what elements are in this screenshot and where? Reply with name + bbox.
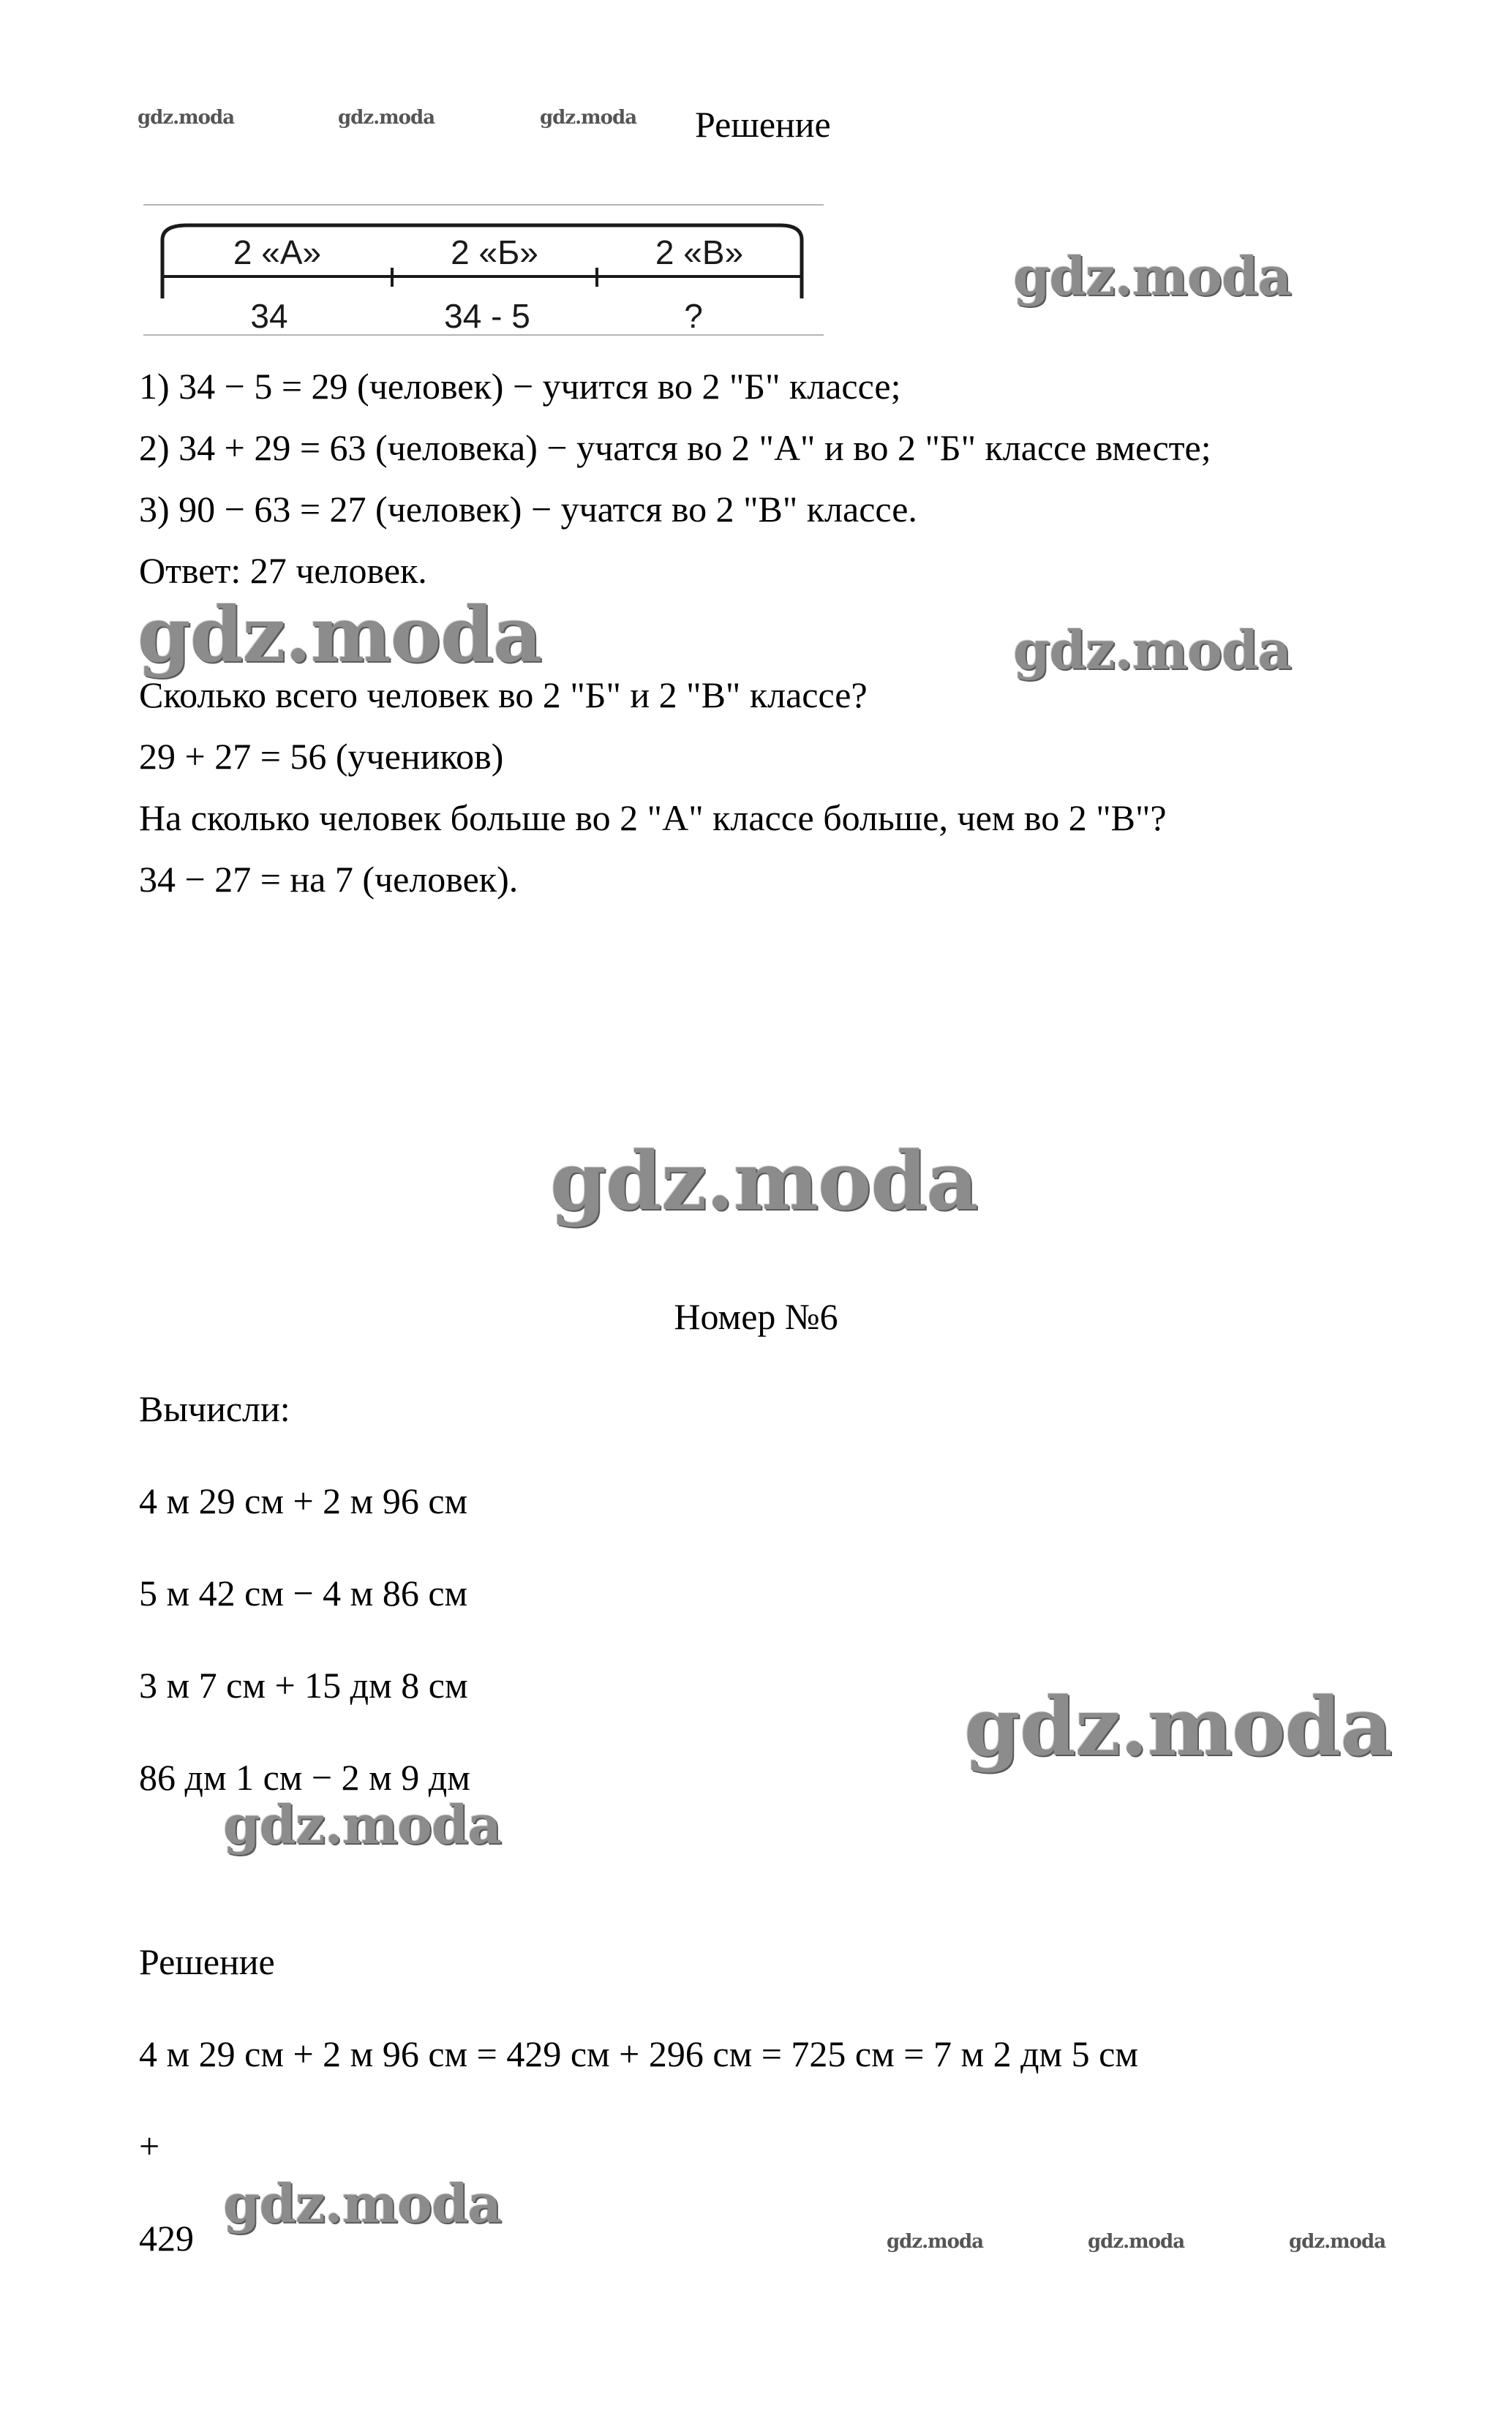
- solution-step: 1) 34 − 5 = 29 (человек) − учится во 2 "Б" классе;: [139, 366, 901, 407]
- watermark: gdz.moda: [223, 1793, 501, 1856]
- expression: 5 м 42 см − 4 м 86 см: [139, 1573, 468, 1614]
- column-number: 429: [139, 2218, 194, 2259]
- watermark: gdz.moda: [1013, 245, 1291, 307]
- column-sign: +: [139, 2126, 160, 2167]
- task-title: Номер №6: [674, 1296, 838, 1337]
- solution-line: 4 м 29 см + 2 м 96 см = 429 см + 296 см = 725 см = 7 м 2 дм 5 см: [139, 2033, 1138, 2074]
- expression: 4 м 29 см + 2 м 96 см: [139, 1480, 468, 1521]
- segment-label-b: 2 «Б»: [451, 233, 538, 271]
- segment-value-b: 34 - 5: [444, 297, 530, 335]
- expression: 3 м 7 см + 15 дм 8 см: [139, 1665, 468, 1706]
- calculation: 34 − 27 = на 7 (человек).: [139, 859, 519, 900]
- segment-value-v: ?: [684, 297, 703, 335]
- watermark-small: gdz.moda: [138, 107, 235, 129]
- question: Сколько всего человек во 2 "Б" и 2 "В" классе?: [139, 674, 868, 715]
- watermark-small: gdz.moda: [887, 2231, 984, 2253]
- expression: 86 дм 1 см − 2 м 9 дм: [139, 1757, 470, 1798]
- watermark: gdz.moda: [550, 1134, 978, 1228]
- segment-diagram: [143, 189, 824, 350]
- watermark: gdz.moda: [1013, 619, 1291, 681]
- segment-label-a: 2 «А»: [233, 233, 322, 271]
- question: На сколько человек больше во 2 "А" классе больше, чем во 2 "В"?: [139, 797, 1167, 838]
- watermark-small: gdz.moda: [338, 107, 435, 129]
- solution-step: 2) 34 + 29 = 63 (человека) − учатся во 2 "А" и во 2 "Б" классе вместе;: [139, 427, 1211, 468]
- watermark-small: gdz.moda: [540, 107, 637, 129]
- segment-value-a: 34: [250, 297, 288, 335]
- answer: Ответ: 27 человек.: [139, 550, 427, 591]
- watermark-small: gdz.moda: [1289, 2231, 1386, 2253]
- watermark-small: gdz.moda: [1088, 2231, 1185, 2253]
- solution-title: Решение: [139, 1941, 275, 1982]
- watermark: gdz.moda: [138, 590, 542, 680]
- segment-label-v: 2 «В»: [655, 233, 744, 271]
- task-instruction: Вычисли:: [139, 1388, 290, 1429]
- calculation: 29 + 27 = 56 (учеников): [139, 736, 504, 777]
- watermark: gdz.moda: [223, 2172, 501, 2235]
- section-title: Решение: [695, 104, 831, 145]
- solution-step: 3) 90 − 63 = 27 (человек) − учатся во 2 "В" классе.: [139, 489, 917, 530]
- watermark: gdz.moda: [964, 1679, 1392, 1774]
